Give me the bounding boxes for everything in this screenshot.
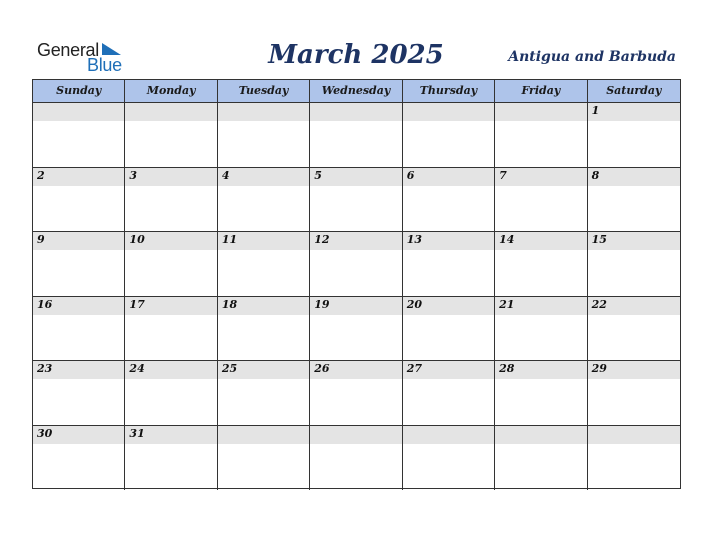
- day-number: 9: [37, 233, 45, 246]
- week-row: [33, 297, 680, 362]
- day-number-band: [218, 426, 309, 444]
- weekday-header: Tuesday: [218, 80, 310, 102]
- day-cell[interactable]: [495, 361, 587, 425]
- day-cell[interactable]: [310, 232, 402, 296]
- day-number: 19: [314, 297, 330, 311]
- week-row: [33, 168, 680, 233]
- day-number: 15: [591, 233, 607, 246]
- day-cell[interactable]: [495, 297, 587, 361]
- day-number: 6: [406, 168, 415, 182]
- day-cell[interactable]: [33, 168, 125, 232]
- day-number-band: [588, 168, 680, 186]
- day-cell[interactable]: [403, 361, 495, 425]
- day-number: 8: [591, 168, 600, 182]
- weekday-header: Saturday: [606, 84, 662, 97]
- day-number: 27: [406, 362, 423, 375]
- day-number-band: [33, 103, 124, 121]
- weekday-header: Wednesday: [310, 80, 402, 102]
- day-cell[interactable]: [588, 426, 680, 491]
- logo-text-general: General: [37, 40, 99, 60]
- day-number: 5: [314, 168, 322, 182]
- day-number-band: [125, 168, 216, 186]
- day-cell[interactable]: [403, 297, 495, 361]
- day-cell[interactable]: [588, 103, 680, 167]
- calendar-grid: [32, 79, 681, 489]
- day-cell[interactable]: [125, 168, 217, 232]
- day-cell[interactable]: [310, 426, 402, 491]
- day-cell[interactable]: [218, 361, 310, 425]
- day-cell[interactable]: [218, 297, 310, 361]
- day-number-band: [495, 103, 586, 121]
- logo-triangle-icon: [100, 42, 122, 56]
- day-cell[interactable]: [310, 168, 402, 232]
- day-number: 22: [591, 297, 607, 311]
- day-cell[interactable]: [588, 168, 680, 232]
- day-number: 26: [314, 362, 330, 375]
- day-cell[interactable]: [588, 361, 680, 425]
- day-cell[interactable]: [125, 103, 217, 167]
- day-cell[interactable]: [125, 232, 217, 296]
- weekday-header: Thursday: [403, 80, 495, 102]
- day-number: 11: [221, 233, 238, 246]
- day-number: 7: [499, 168, 507, 182]
- day-cell[interactable]: [33, 297, 125, 361]
- day-number-band: [310, 103, 401, 121]
- day-cell[interactable]: [218, 426, 310, 491]
- country-name: Antigua and Barbuda: [508, 49, 676, 65]
- day-cell[interactable]: [33, 232, 125, 296]
- logo-text-blue: Blue: [87, 55, 122, 75]
- day-number-band: [495, 426, 586, 444]
- day-cell[interactable]: [588, 232, 680, 296]
- day-number: 16: [37, 297, 53, 311]
- week-row: [33, 361, 680, 426]
- day-number-band: [218, 168, 309, 186]
- weekday-header-row: [33, 80, 680, 103]
- day-number: 1: [591, 104, 600, 117]
- day-number-band: [218, 103, 309, 121]
- day-number: 31: [129, 426, 145, 440]
- day-number-band: [495, 168, 586, 186]
- day-cell[interactable]: [310, 361, 402, 425]
- day-cell[interactable]: [495, 426, 587, 491]
- week-row: [33, 103, 680, 168]
- day-cell[interactable]: [310, 103, 402, 167]
- day-number-band: [33, 232, 124, 250]
- week-row: [33, 232, 680, 297]
- day-cell[interactable]: [125, 297, 217, 361]
- day-number: 21: [499, 297, 515, 311]
- day-cell[interactable]: [33, 426, 125, 491]
- logo: [37, 40, 132, 74]
- day-number: 20: [406, 297, 423, 311]
- day-cell[interactable]: [403, 232, 495, 296]
- day-cell[interactable]: [403, 103, 495, 167]
- week-row: [33, 426, 680, 491]
- day-number: 17: [129, 297, 145, 311]
- day-number: 23: [37, 362, 53, 375]
- day-number: 2: [37, 168, 45, 182]
- day-number: 3: [129, 168, 138, 182]
- day-number: 30: [37, 426, 53, 440]
- day-number-band: [403, 168, 494, 186]
- day-cell[interactable]: [33, 361, 125, 425]
- day-cell[interactable]: [310, 297, 402, 361]
- day-number: 25: [221, 362, 238, 375]
- day-number: 12: [314, 233, 330, 246]
- day-number: 24: [129, 362, 145, 375]
- day-cell[interactable]: [125, 426, 217, 491]
- day-number: 18: [221, 297, 238, 311]
- day-cell[interactable]: [495, 232, 587, 296]
- day-cell[interactable]: [218, 168, 310, 232]
- day-cell[interactable]: [33, 103, 125, 167]
- day-number: 13: [406, 233, 423, 246]
- day-cell[interactable]: [495, 168, 587, 232]
- weekday-header: Monday: [125, 80, 217, 102]
- day-cell[interactable]: [218, 103, 310, 167]
- day-number-band: [403, 426, 494, 444]
- day-number: 28: [499, 362, 515, 375]
- day-cell[interactable]: [403, 168, 495, 232]
- weekday-header: Friday: [495, 80, 587, 102]
- day-number-band: [310, 168, 401, 186]
- day-cell[interactable]: [218, 232, 310, 296]
- day-number: 29: [591, 362, 607, 375]
- calendar-title: March 2025: [268, 40, 444, 70]
- day-cell[interactable]: [125, 361, 217, 425]
- day-cell[interactable]: [495, 103, 587, 167]
- day-number-band: [310, 426, 401, 444]
- day-number: 14: [499, 233, 515, 246]
- day-number-band: [588, 426, 680, 444]
- day-cell[interactable]: [403, 426, 495, 491]
- day-number-band: [588, 103, 680, 121]
- day-cell[interactable]: [588, 297, 680, 361]
- day-number: 10: [129, 233, 145, 246]
- day-number-band: [403, 103, 494, 121]
- day-number-band: [33, 168, 124, 186]
- day-number-band: [125, 103, 216, 121]
- weekday-header: Sunday: [33, 80, 125, 102]
- day-number: 4: [221, 168, 230, 182]
